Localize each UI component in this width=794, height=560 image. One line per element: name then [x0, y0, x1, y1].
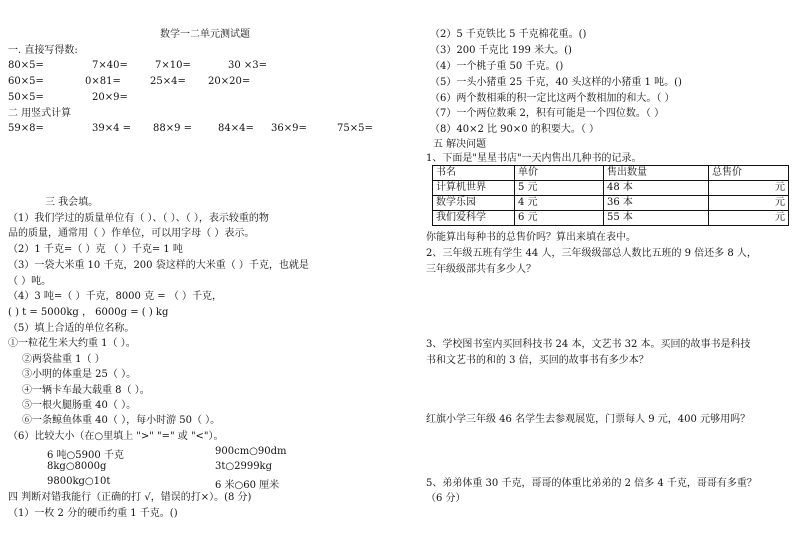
compare-item: 8kg○8000g [47, 461, 107, 472]
table-cell: 数学乐园 [433, 196, 515, 211]
compare-item: 900cm○90dm [215, 446, 287, 457]
question-4-line: 红旗小学三年级 46 名学生去参观展览，门票每人 9 元，400 元够用吗？ [426, 414, 751, 425]
fill-line: ⑥一条鲸鱼体重 40（ ），每小时游 50（ ）。 [22, 415, 221, 426]
table-header-cell: 书名 [433, 166, 515, 181]
oral-calc-item: 60×5= [8, 76, 44, 87]
book-sales-table [432, 165, 789, 226]
vertical-calc-item: 36×9= [271, 123, 307, 134]
judge-item: （1）一枚 2 分的硬币约重 1 千克。() [8, 508, 178, 519]
question-1-instruction: 你能算出每种书的总售价吗？算出来填在表中。 [426, 232, 636, 243]
page-title: 数学一二单元测试题 [160, 29, 250, 40]
section3-heading: 三 我会填。 [45, 197, 99, 208]
judge-item: （7）一个两位数乘 2，积有可能是一个四位数。（ ） [430, 108, 665, 119]
question-5-line: （6 分） [426, 493, 466, 504]
oral-calc-item: 20×9= [92, 92, 128, 103]
judge-item: （4）一个桃子重 50 千克。() [430, 61, 564, 72]
table-header-cell: 单价 [515, 166, 604, 181]
table-cell: 36 本 [604, 196, 709, 211]
judge-item: （2）5 千克铁比 5 千克棉花重。() [430, 29, 587, 40]
compare-item: 6 吨○5900 千克 [47, 450, 124, 461]
table-row [433, 181, 789, 196]
section1-heading: 一. 直接写得数: [8, 45, 78, 56]
judge-item: （6）两个数相乘的积一定比这两个数相加的和大。（ ） [430, 93, 675, 104]
table-cell: 元 [709, 196, 789, 211]
table-row [433, 211, 789, 226]
oral-calc-item: 30 ×3= [228, 60, 268, 71]
oral-calc-item: 7×40= [92, 60, 128, 71]
vertical-calc-item: 88×9 = [153, 123, 193, 134]
fill-line: 品的质量，通常用（ ）作单位，可以用字母（ ）表示。 [8, 228, 255, 239]
table-cell: 5 元 [515, 181, 604, 196]
fill-line: （5）填上合适的单位名称。 [8, 323, 135, 334]
judge-item: （5）一头小猪重 25 千克，40 头这样的小猪重 1 吨。() [430, 77, 682, 88]
table-cell: 48 本 [604, 181, 709, 196]
oral-calc-item: 80×5= [8, 60, 44, 71]
table-cell: 计算机世界 [433, 181, 515, 196]
table-cell: 元 [709, 211, 789, 226]
fill-line: ③小明的体重是 25（ ）。 [22, 369, 137, 380]
section4-heading: 四 判断对错我能行（正确的打 √，错误的打×）。(8 分) [8, 492, 252, 503]
fill-line: ( ) t = 5000kg ， 6000g = ( ) kg [8, 307, 169, 318]
vertical-calc-item: 84×4= [218, 123, 254, 134]
table-cell: 4 元 [515, 196, 604, 211]
table-cell: 6 元 [515, 211, 604, 226]
oral-calc-item: 25×4= [150, 76, 186, 87]
oral-calc-item: 20×20= [208, 76, 251, 87]
fill-line: （6）比较大小（在○里填上 ">" "=" 或 "<"）。 [8, 431, 224, 442]
section2-heading: 二 用竖式计算 [8, 108, 72, 119]
question-3-line: 3、学校图书室内买回科技书 24 本，文艺书 32 本。买回的故事书是科技 [426, 339, 751, 350]
question-5-line: 5、弟弟体重 30 千克，哥哥的体重比弟弟的 2 倍多 4 千克，哥哥有多重？ [426, 478, 757, 489]
question-1-text: 1、下面是"星星书店"一天内售出几种书的记录。 [426, 153, 642, 164]
oral-calc-item: 0×81= [85, 76, 121, 87]
table-cell: 55 本 [604, 211, 709, 226]
right-column [400, 0, 794, 560]
fill-line: ⑤一根火腿肠重 40（ ）。 [22, 400, 137, 411]
question-3-line: 书和文艺书的和的 3 倍，买回的故事书有多少本？ [426, 355, 649, 366]
vertical-calc-item: 59×8= [8, 123, 44, 134]
fill-line: （2）1 千克=（ ）克 （ ）千克= 1 吨 [8, 244, 183, 255]
oral-calc-item: 50×5= [8, 92, 44, 103]
question-2-line: 2、三年级五班有学生 44 人，三年级级部总人数比五班的 9 倍还多 8 人， [426, 248, 757, 259]
judge-item: （8）40×2 比 90×0 的积要大。（ ） [430, 124, 600, 135]
table-header-row [433, 166, 789, 181]
fill-line: （4）3 吨=（ ）千克，8000 克 = （ ）千克， [8, 291, 223, 302]
compare-item: 9800kg○10t [47, 476, 111, 487]
compare-item: 3t○2999kg [215, 461, 273, 472]
oral-calc-item: 7×10= [155, 60, 191, 71]
vertical-calc-item: 39×4 = [92, 123, 132, 134]
table-header-cell: 售出数量 [604, 166, 709, 181]
table-cell: 我们爱科学 [433, 211, 515, 226]
fill-line: ④一辆卡车最大载重 8（ ）。 [22, 385, 150, 396]
fill-line: （1）我们学过的质量单位有（ ）、（ ）、（ ），表示较重的物 [8, 213, 269, 224]
table-header-cell: 总售价 [709, 166, 789, 181]
table-row [433, 196, 789, 211]
fill-line: （3）一袋大米重 10 千克，200 袋这样的大米重（ ）千克，也就是 [8, 260, 309, 271]
fill-line: （ ）吨。 [8, 276, 52, 287]
fill-line: ②两袋盐重 1（ ） [22, 354, 105, 365]
section5-heading: 五 解决问题 [433, 139, 487, 150]
question-2-line: 三年级级部共有多少人？ [426, 264, 536, 275]
compare-item: 6 米○60 厘米 [215, 480, 280, 491]
fill-line: ①一粒花生米大约重 1（ ）。 [8, 338, 136, 349]
table-cell: 元 [709, 181, 789, 196]
judge-item: （3）200 千克比 199 米大。() [430, 45, 572, 56]
vertical-calc-item: 75×5= [337, 123, 373, 134]
